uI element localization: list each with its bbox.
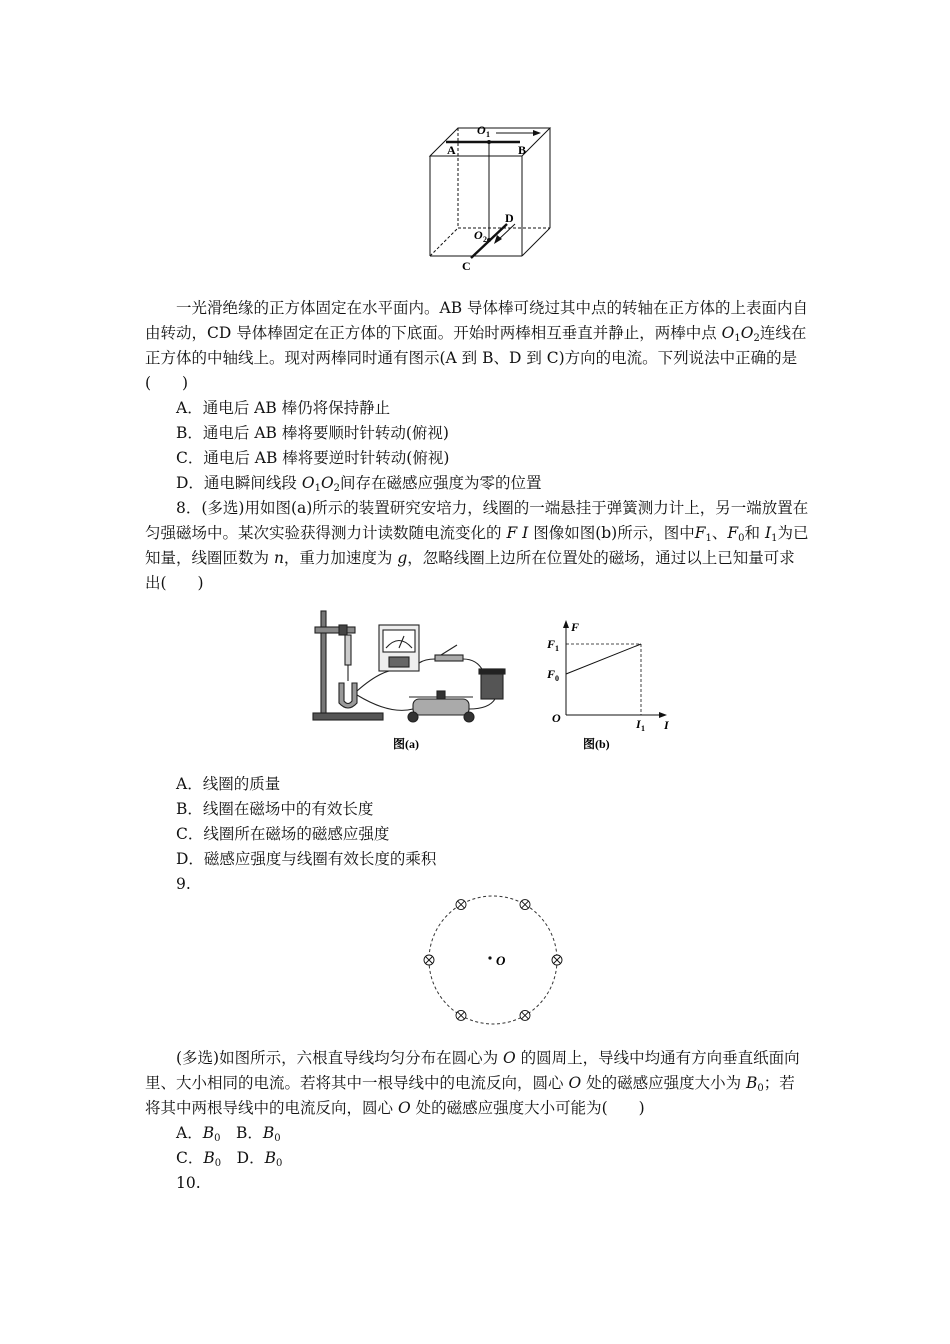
center-label-o: O (496, 953, 506, 968)
current-arrow-bottom (498, 224, 515, 240)
question-7 (145, 296, 810, 596)
label-c: C (462, 259, 471, 273)
tick-label-i1: I (636, 717, 641, 731)
stand-pole (321, 611, 326, 713)
wire-into-page-icon (552, 955, 562, 965)
q8-option-b: B．线圈在磁场中的有效长度 (176, 800, 374, 818)
q7-option-d: D．通电瞬间线段 $O_1O_2$间存在磁感应强度为零的位置 (176, 474, 542, 494)
spring-balance (345, 635, 351, 665)
q8-option-a: A．线圈的质量 (176, 775, 281, 793)
q9-options-cd (145, 1146, 810, 1171)
svg-text:1: 1 (486, 130, 490, 139)
question-9-stem: (多选)如图所示，六根直导线均匀分布在圆心为 O 的圆周上，导线中均通有方向垂直纸面向里、大小相同的电流。若将其中一根导线中的电流反向，圆心 O 处的磁感应强度大小为 $B_0$；若将其中两根导线中的电流反向，圆心 O 处的磁感应强度大小可能为( ) (145, 1049, 800, 1117)
label-b: B (518, 143, 527, 157)
f-i-graph-figure-b (540, 615, 690, 755)
label-o1: O (477, 123, 486, 137)
apparatus-figure-a (305, 605, 520, 755)
svg-text:0: 0 (555, 674, 559, 683)
six-wires-figure (420, 895, 570, 1030)
question-8-options (145, 772, 810, 897)
wire-into-page-icon (456, 1010, 466, 1020)
wire-circle (429, 896, 557, 1024)
rheostat (413, 699, 469, 715)
q9-option-a: A．$B_0$ (176, 1124, 221, 1144)
svg-text:1: 1 (641, 724, 645, 733)
question-9 (145, 1046, 810, 1196)
wire-into-page-icon (520, 1010, 530, 1020)
stand-base (313, 713, 383, 720)
q9-option-b: B．$B_0$ (220, 1124, 281, 1144)
tick-label-f0: F (547, 667, 556, 681)
q7-option-b: B．通电后 AB 棒将要顺时针转动(俯视) (176, 424, 449, 442)
f-i-line (566, 644, 641, 674)
q8-option-c: C．线圈所在磁场的磁感应强度 (176, 825, 390, 843)
tick-label-f1: F (547, 637, 556, 651)
svg-text:1: 1 (555, 644, 559, 653)
wire-into-page-icon (456, 900, 466, 910)
switch (435, 655, 463, 661)
u-magnet (339, 683, 357, 708)
figure-a-caption: 图(a) (393, 737, 419, 751)
question-9-number: 9. (176, 875, 191, 893)
axis-label-i: I (664, 718, 669, 732)
q7-option-a: A．通电后 AB 棒仍将保持静止 (176, 399, 391, 417)
q9-options-ab (145, 1121, 810, 1146)
q9-option-c: C．$B_0$ (176, 1149, 222, 1169)
q9-option-d: D．$B_0$ (221, 1149, 283, 1169)
label-d: D (505, 211, 514, 225)
label-o2: O (474, 228, 483, 242)
figure-b-caption: 图(b) (583, 737, 610, 751)
label-a: A (447, 143, 456, 157)
wire-into-page-icon (424, 955, 434, 965)
question-8-stem: 8．(多选)用如图(a)所示的装置研究安培力，线圈的一端悬挂于弹簧测力计上，另一端放置在匀强磁场中。某次实验获得测力计读数随电流变化的 F I 图像如图(b)所示，图中$F_1$、$F_0$和 $I_1$为已知量，线圈匝数为 n，重力加速度为 g，忽略线圈上边所在位置处的磁场，通过以上已知量可求出( ) (145, 499, 809, 592)
cube-figure (420, 118, 560, 278)
origin-label: O (552, 711, 561, 725)
question-10-number: 10. (176, 1174, 201, 1192)
svg-text:2: 2 (483, 235, 487, 244)
q8-option-d: D．磁感应强度与线圈有效长度的乘积 (176, 850, 437, 868)
q7-option-c: C．通电后 AB 棒将要逆时针转动(俯视) (176, 449, 450, 467)
question-7-stem: 一光滑绝缘的正方体固定在水平面内。AB 导体棒可绕过其中点的转轴在正方体的上表面内自由转动，CD 导体棒固定在正方体的下底面。开始时两棒相互垂直并静止，两棒中点 $O_1O_2$连线在正方体的中轴线上。现对两棒同时通有图示(A 到 B、D 到 C)方向的电流。下列说法中正确的是( ) (145, 299, 809, 392)
wire-into-page-icon (520, 900, 530, 910)
axis-label-f: F (571, 620, 580, 634)
